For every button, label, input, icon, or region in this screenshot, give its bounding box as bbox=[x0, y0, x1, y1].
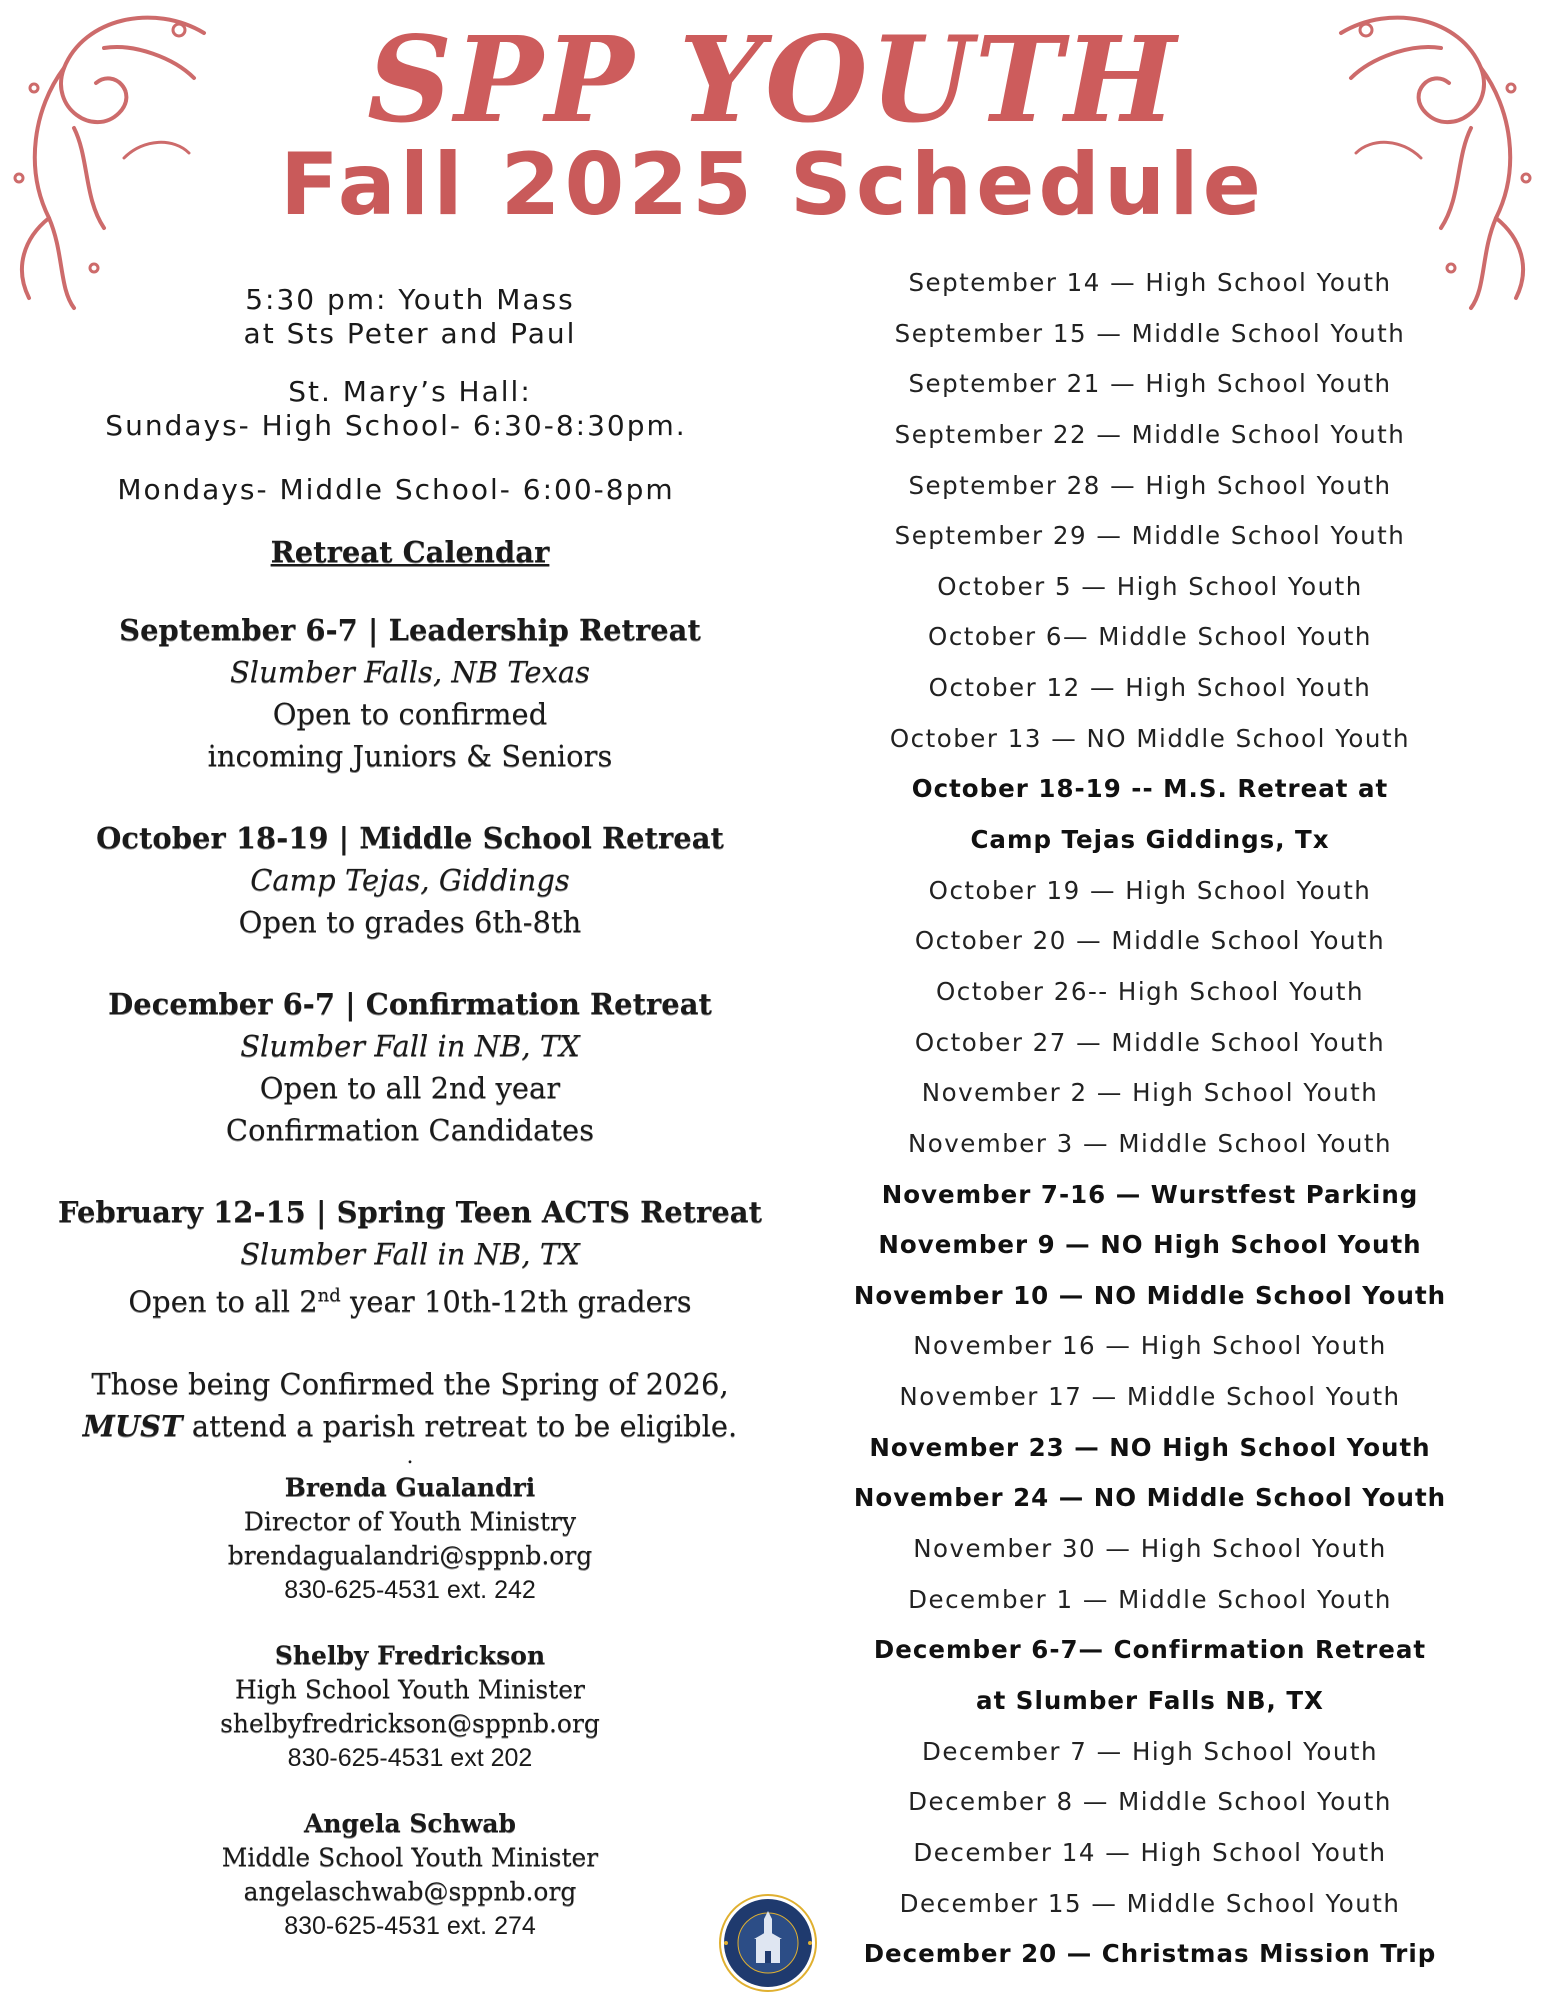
retreat-item bbox=[40, 609, 780, 777]
retreat-title: October 18-19 | Middle School Retreat bbox=[96, 821, 724, 855]
contact-role: Director of Youth Ministry bbox=[243, 1506, 577, 1536]
separator-dot: . bbox=[406, 1443, 414, 1469]
schedule-item: December 8 — Middle School Youth bbox=[908, 1787, 1392, 1817]
contact-email[interactable]: angelaschwab@sppnb.org bbox=[243, 1876, 577, 1906]
hall-mondays: Mondays- Middle School- 6:00-8pm bbox=[117, 473, 675, 506]
schedule-item: September 28 — High School Youth bbox=[908, 470, 1392, 500]
schedule-item: November 7-16 — Wurstfest Parking bbox=[881, 1179, 1419, 1209]
contact-card bbox=[40, 1807, 780, 1943]
contact-email[interactable]: brendagualandri@sppnb.org bbox=[227, 1540, 593, 1570]
schedule-item: September 22 — Middle School Youth bbox=[894, 419, 1406, 449]
retreat-title: September 6-7 | Leadership Retreat bbox=[119, 613, 701, 647]
contact-name: Shelby Fredrickson bbox=[274, 1640, 546, 1670]
schedule-item: December 14 — High School Youth bbox=[913, 1837, 1387, 1867]
notice-line: Those being Confirmed the Spring of 2026, bbox=[91, 1366, 729, 1401]
contact-phone: 830-625-4531 ext. 274 bbox=[284, 1911, 536, 1940]
retreat-detail: Open to confirmed bbox=[272, 697, 548, 731]
retreat-location: Camp Tejas, Giddings bbox=[250, 863, 570, 897]
contact-role: High School Youth Minister bbox=[234, 1674, 585, 1704]
schedule-item: September 29 — Middle School Youth bbox=[894, 521, 1406, 551]
schedule-item: December 6-7— Confirmation Retreat bbox=[873, 1635, 1427, 1665]
detail-superscript: nd bbox=[317, 1285, 341, 1306]
retreat-item bbox=[40, 1191, 780, 1323]
schedule-item: September 15 — Middle School Youth bbox=[894, 318, 1406, 348]
schedule-item: Camp Tejas Giddings, Tx bbox=[970, 825, 1330, 855]
mass-location-line: at Sts Peter and Paul bbox=[243, 317, 577, 350]
contact-email[interactable]: shelbyfredrickson@sppnb.org bbox=[220, 1708, 600, 1738]
page-title: SPP YOUTH bbox=[367, 10, 1178, 149]
contact-name: Angela Schwab bbox=[303, 1808, 516, 1838]
schedule-item: at Slumber Falls NB, TX bbox=[976, 1685, 1324, 1715]
schedule-item: October 5 — High School Youth bbox=[937, 571, 1363, 601]
contact-role: Middle School Youth Minister bbox=[221, 1842, 599, 1872]
schedule-item: December 7 — High School Youth bbox=[921, 1736, 1379, 1766]
schedule-item: October 26-- High School Youth bbox=[935, 976, 1365, 1006]
contact-phone: 830-625-4531 ext. 242 bbox=[284, 1575, 536, 1604]
contact-phone: 830-625-4531 ext 202 bbox=[287, 1743, 533, 1772]
schedule-item: November 16 — High School Youth bbox=[913, 1331, 1387, 1361]
schedule-item: October 19 — High School Youth bbox=[928, 875, 1372, 905]
notice-emphasis: MUST bbox=[82, 1408, 183, 1443]
mass-time-line: 5:30 pm: Youth Mass bbox=[245, 283, 575, 316]
schedule-item: December 20 — Christmas Mission Trip bbox=[863, 1939, 1437, 1969]
schedule-item: October 6— Middle School Youth bbox=[928, 622, 1372, 652]
retreat-detail: Confirmation Candidates bbox=[225, 1113, 595, 1147]
retreat-detail: Open to grades 6th-8th bbox=[238, 905, 582, 939]
retreat-detail: incoming Juniors & Seniors bbox=[207, 739, 613, 773]
schedule-item: November 23 — NO High School Youth bbox=[869, 1432, 1431, 1462]
contact-name: Brenda Gualandri bbox=[284, 1472, 536, 1502]
retreat-title: December 6-7 | Confirmation Retreat bbox=[108, 987, 712, 1021]
schedule-item: September 14 — High School Youth bbox=[908, 268, 1392, 297]
schedule-item: October 27 — Middle School Youth bbox=[914, 1027, 1386, 1057]
hall-label: St. Mary’s Hall: bbox=[288, 375, 532, 408]
schedule-item: December 15 — Middle School Youth bbox=[899, 1888, 1401, 1918]
retreat-item bbox=[40, 817, 780, 943]
schedule-item: November 17 — Middle School Youth bbox=[899, 1382, 1401, 1412]
schedule-item: November 24 — NO Middle School Youth bbox=[853, 1483, 1447, 1513]
retreat-calendar-heading: Retreat Calendar bbox=[270, 535, 550, 569]
schedule-item: November 2 — High School Youth bbox=[921, 1078, 1379, 1108]
detail-text: year 10th-12th graders bbox=[340, 1284, 692, 1319]
schedule-item: October 13 — NO Middle School Youth bbox=[889, 723, 1411, 753]
contact-card bbox=[40, 1471, 780, 1607]
notice-line bbox=[40, 1405, 780, 1447]
hall-sundays: Sundays- High School- 6:30-8:30pm. bbox=[105, 409, 687, 442]
retreat-location: Slumber Fall in NB, TX bbox=[240, 1237, 580, 1271]
confirmation-notice bbox=[40, 1363, 780, 1447]
schedule-list bbox=[800, 258, 1500, 1980]
detail-text: Open to all 2 bbox=[128, 1284, 318, 1319]
retreat-location: Slumber Fall in NB, TX bbox=[240, 1029, 580, 1063]
schedule-item: October 20 — Middle School Youth bbox=[914, 926, 1386, 956]
retreat-detail bbox=[40, 1275, 780, 1323]
retreat-title: February 12-15 | Spring Teen ACTS Retreat bbox=[58, 1195, 762, 1229]
schedule-item: December 1 — Middle School Youth bbox=[908, 1584, 1392, 1614]
left-column bbox=[40, 283, 780, 1943]
retreat-detail: Open to all 2nd year bbox=[259, 1071, 561, 1105]
page-subtitle: Fall 2025 Schedule bbox=[280, 135, 1265, 235]
church-seal-icon bbox=[718, 1893, 818, 1993]
schedule-item: November 30 — High School Youth bbox=[913, 1534, 1387, 1564]
schedule-item: November 10 — NO Middle School Youth bbox=[853, 1280, 1447, 1310]
retreat-item bbox=[40, 983, 780, 1151]
schedule-item: November 9 — NO High School Youth bbox=[878, 1230, 1422, 1260]
schedule-item: October 18-19 -- M.S. Retreat at bbox=[911, 774, 1389, 804]
schedule-item: September 21 — High School Youth bbox=[908, 369, 1392, 399]
notice-text: attend a parish retreat to be eligible. bbox=[182, 1408, 738, 1443]
retreat-location: Slumber Falls, NB Texas bbox=[229, 655, 591, 689]
schedule-item: November 3 — Middle School Youth bbox=[907, 1128, 1393, 1158]
contact-card bbox=[40, 1639, 780, 1775]
schedule-item: October 12 — High School Youth bbox=[928, 673, 1372, 703]
